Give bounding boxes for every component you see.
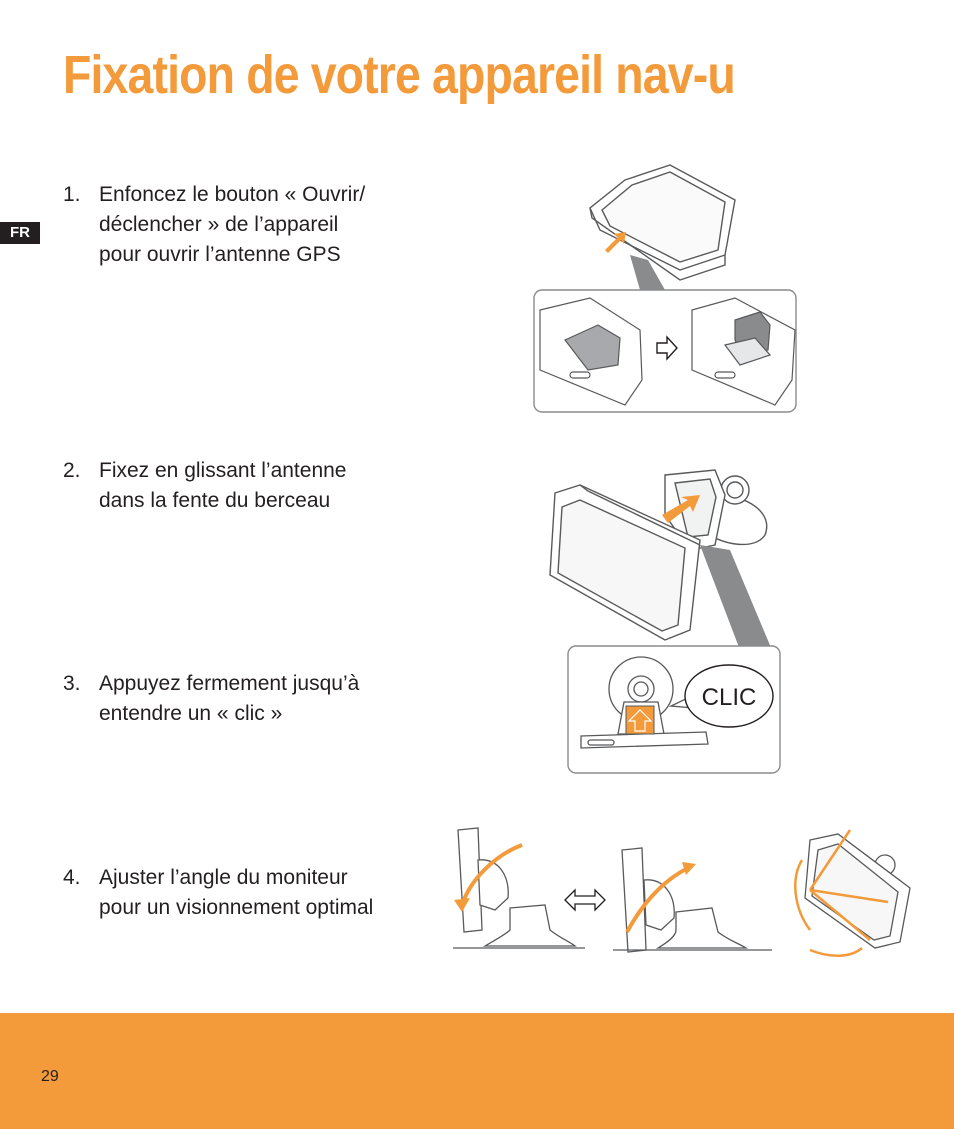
step-2-number: 2. <box>63 459 81 482</box>
click-lock-illustration <box>566 644 782 776</box>
page-title: Fixation de votre appareil nav-u <box>63 45 735 105</box>
step-4-number: 4. <box>63 866 81 889</box>
step-3-text: Appuyez fermement jusqu’à entendre un « clic » <box>99 672 360 725</box>
callout-pointer-2 <box>700 545 772 650</box>
step-4-text: Ajuster l’angle du moniteur pour un visionnement optimal <box>99 866 374 919</box>
click-label: CLIC <box>701 684 757 711</box>
cradle-slide-illustration <box>540 455 790 655</box>
page-footer <box>0 1013 954 1129</box>
step-1-text: Enfoncez le bouton « Ouvrir/ déclencher » de l’appareil pour ouvrir l’antenne GPS <box>99 183 366 266</box>
angle-adjust-illustration <box>450 820 930 960</box>
step-3 <box>63 669 359 729</box>
gps-antenna-open-illustration <box>530 160 800 415</box>
device-top-view <box>590 165 735 280</box>
step-1-number: 1. <box>63 183 81 206</box>
step-1 <box>63 180 365 270</box>
language-tab: FR <box>0 222 40 244</box>
step-2 <box>63 456 346 516</box>
step-3-number: 3. <box>63 672 81 695</box>
page-number: 29 <box>41 1068 59 1085</box>
bidirectional-arrow-icon <box>565 890 605 910</box>
step-4 <box>63 863 373 923</box>
step-2-text: Fixez en glissant l’antenne dans la fente du berceau <box>99 459 347 512</box>
